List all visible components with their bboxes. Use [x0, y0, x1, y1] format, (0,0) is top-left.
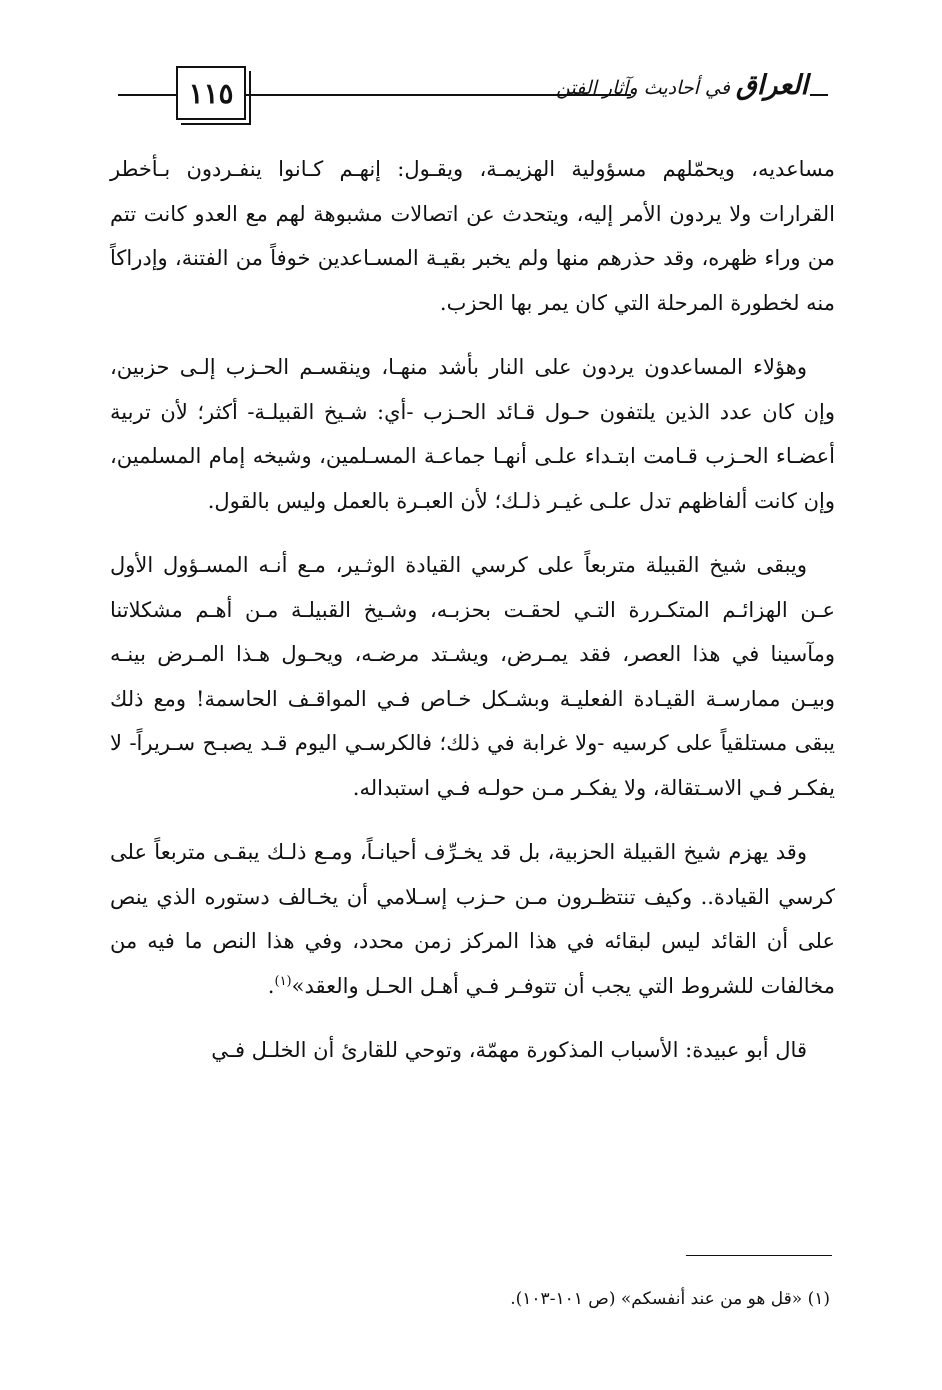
paragraph: [110, 830, 835, 1008]
paragraph: وهؤلاء المساعدون يردون على النار بأشد منهـا، وينقسـم الحـزب إلـى حزبين، وإن كان عدد الذين يلتفون حـول قـائد الحـزب -أي: شـيخ القبيلـة- أكثر؛ لأن تربية أعضـاء الحـزب قـامت ابتـداء علـى أنهـا جماعـة المسـلمين، وشيخه إمام المسلمين، وإن كانت ألفاظهم تدل علـى غيـر ذلـك؛ لأن العبـرة بالعمل وليس بالقول.: [110, 355, 835, 513]
body-text: [110, 147, 835, 1093]
footnote-reference: (١): [274, 973, 292, 989]
page-header: [118, 58, 828, 122]
paragraph-end: .: [267, 973, 275, 998]
page-number: ١١٥: [188, 76, 234, 110]
paragraph: ويبقى شيخ القبيلة متربعاً على كرسي القيادة الوثـير، مـع أنـه المسـؤول الأول عـن الهزائـم المتكـررة التـي لحقـت بحزبـه، وشـيخ القبيلـة مـن أهـم مشكلاتنا ومآسينا في هذا العصر، فقد يمـرض، ويشـتد مرضـه، ويحـول هـذا المـرض بينـه وبيـن ممارسـة القيـادة الفعليـة وبشـكل خـاص فـي المواقـف الحاسمة! ومع ذلك يبقى مستلقياً على كرسيه -ولا غرابة في ذلك؛ فالكرسـي اليوم قـد يصبـح سـريراً- لا يفكـر فـي الاسـتقالة، ولا يفكـر مـن حولـه فـي استبداله.: [110, 553, 835, 800]
header-rule: [810, 94, 828, 96]
paragraph-text: وقد يهزم شيخ القبيلة الحزبية، بل قد يخـرِّف أحيانـاً، ومـع ذلـك يبقـى متربعاً على كرسي القيادة.. وكيف تنتظـرون مـن حـزب إسـلامي أن يخـالف دستوره الذي ينص على أن القائد ليس لبقائه في هذا المركز زمن محدد، وفي هذا النص ما فيه من مخالفات للشروط التي يجب أن تتوفـر فـي أهـل الحـل والعقد»: [110, 840, 835, 998]
footnote: (١) «قل هو من عند أنفسكم» (ص ١٠١-١٠٣).: [510, 1289, 830, 1309]
page-number-box: [176, 66, 246, 120]
running-title-main: العراق: [735, 70, 808, 101]
paragraph: قال أبو عبيدة: الأسباب المذكورة مهمّة، وتوحي للقارئ أن الخلـل فـي: [211, 1038, 807, 1062]
running-title: [556, 70, 808, 101]
paragraph: مساعديه، ويحمّلهم مسؤولية الهزيمـة، ويقـول: إنهـم كـانوا ينفـردون بـأخطر القرارات ولا يردون الأمر إليه، ويتحدث عن اتصالات مشبوهة لهم مع العدو كانت تتم من وراء ظهره، وقد حذرهم منها ولم يخبر بقيـة المسـاعدين خوفاً من الفتنة، وإدراكاً منه لخطورة المرحلة التي كان يمر بها الحزب.: [110, 157, 835, 315]
running-title-rest: في أحاديث وآثار الفتن: [556, 77, 730, 99]
footnote-divider: [686, 1255, 832, 1256]
header-rule: [118, 94, 176, 96]
